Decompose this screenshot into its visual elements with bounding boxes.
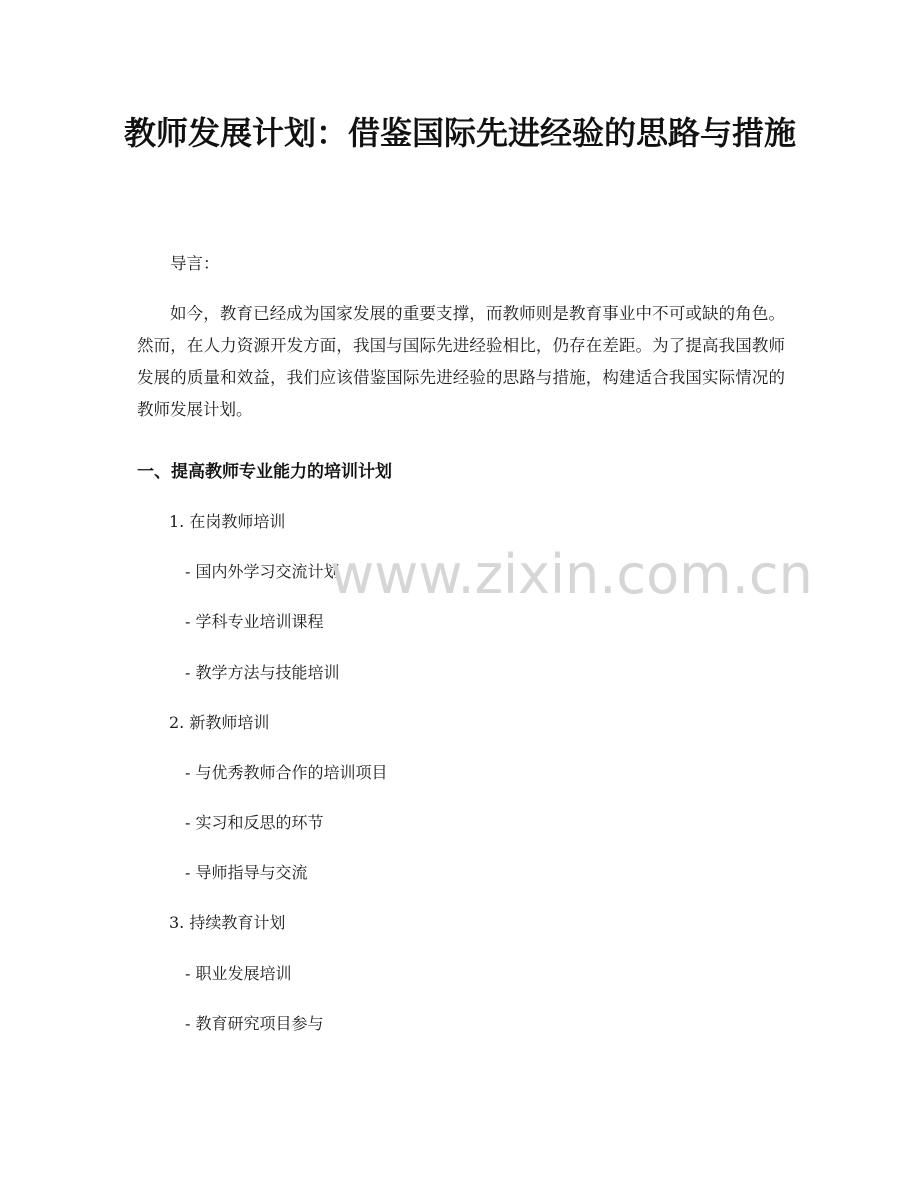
sub-item: - 教育研究项目参与 — [185, 1014, 324, 1033]
section-heading: 一、提高教师专业能力的培训计划 — [137, 462, 392, 482]
sub-item: - 与优秀教师合作的培训项目 — [185, 763, 388, 782]
sub-item: - 国内外学习交流计划 — [185, 562, 340, 581]
list-item-in-service-training: 1. 在岗教师培训 — [169, 512, 286, 531]
sub-item: - 学科专业培训课程 — [185, 612, 324, 631]
document-title: 教师发展计划：借鉴国际先进经验的思路与措施 — [123, 114, 796, 152]
sub-item: - 实习和反思的环节 — [185, 813, 324, 832]
sub-item: - 导师指导与交流 — [185, 863, 308, 882]
list-item-continuing-education: 3. 持续教育计划 — [169, 913, 286, 932]
sub-item: - 教学方法与技能培训 — [185, 663, 340, 682]
sub-item: - 职业发展培训 — [185, 964, 292, 983]
list-item-new-teacher-training: 2. 新教师培训 — [169, 713, 270, 732]
watermark: www.zixin.com.cn — [330, 543, 813, 606]
intro-paragraph: 如今，教育已经成为国家发展的重要支撑，而教师则是教育事业中不可或缺的角色。然而，在人力资源开发方面，我国与国际先进经验相比，仍存在差距。为了提高我国教师发展的质量和效益，我们应该借鉴国际先进经验的思路与措施，构建适合我国实际情况的教师发展计划。 — [137, 304, 785, 419]
intro-label: 导言： — [170, 254, 220, 273]
